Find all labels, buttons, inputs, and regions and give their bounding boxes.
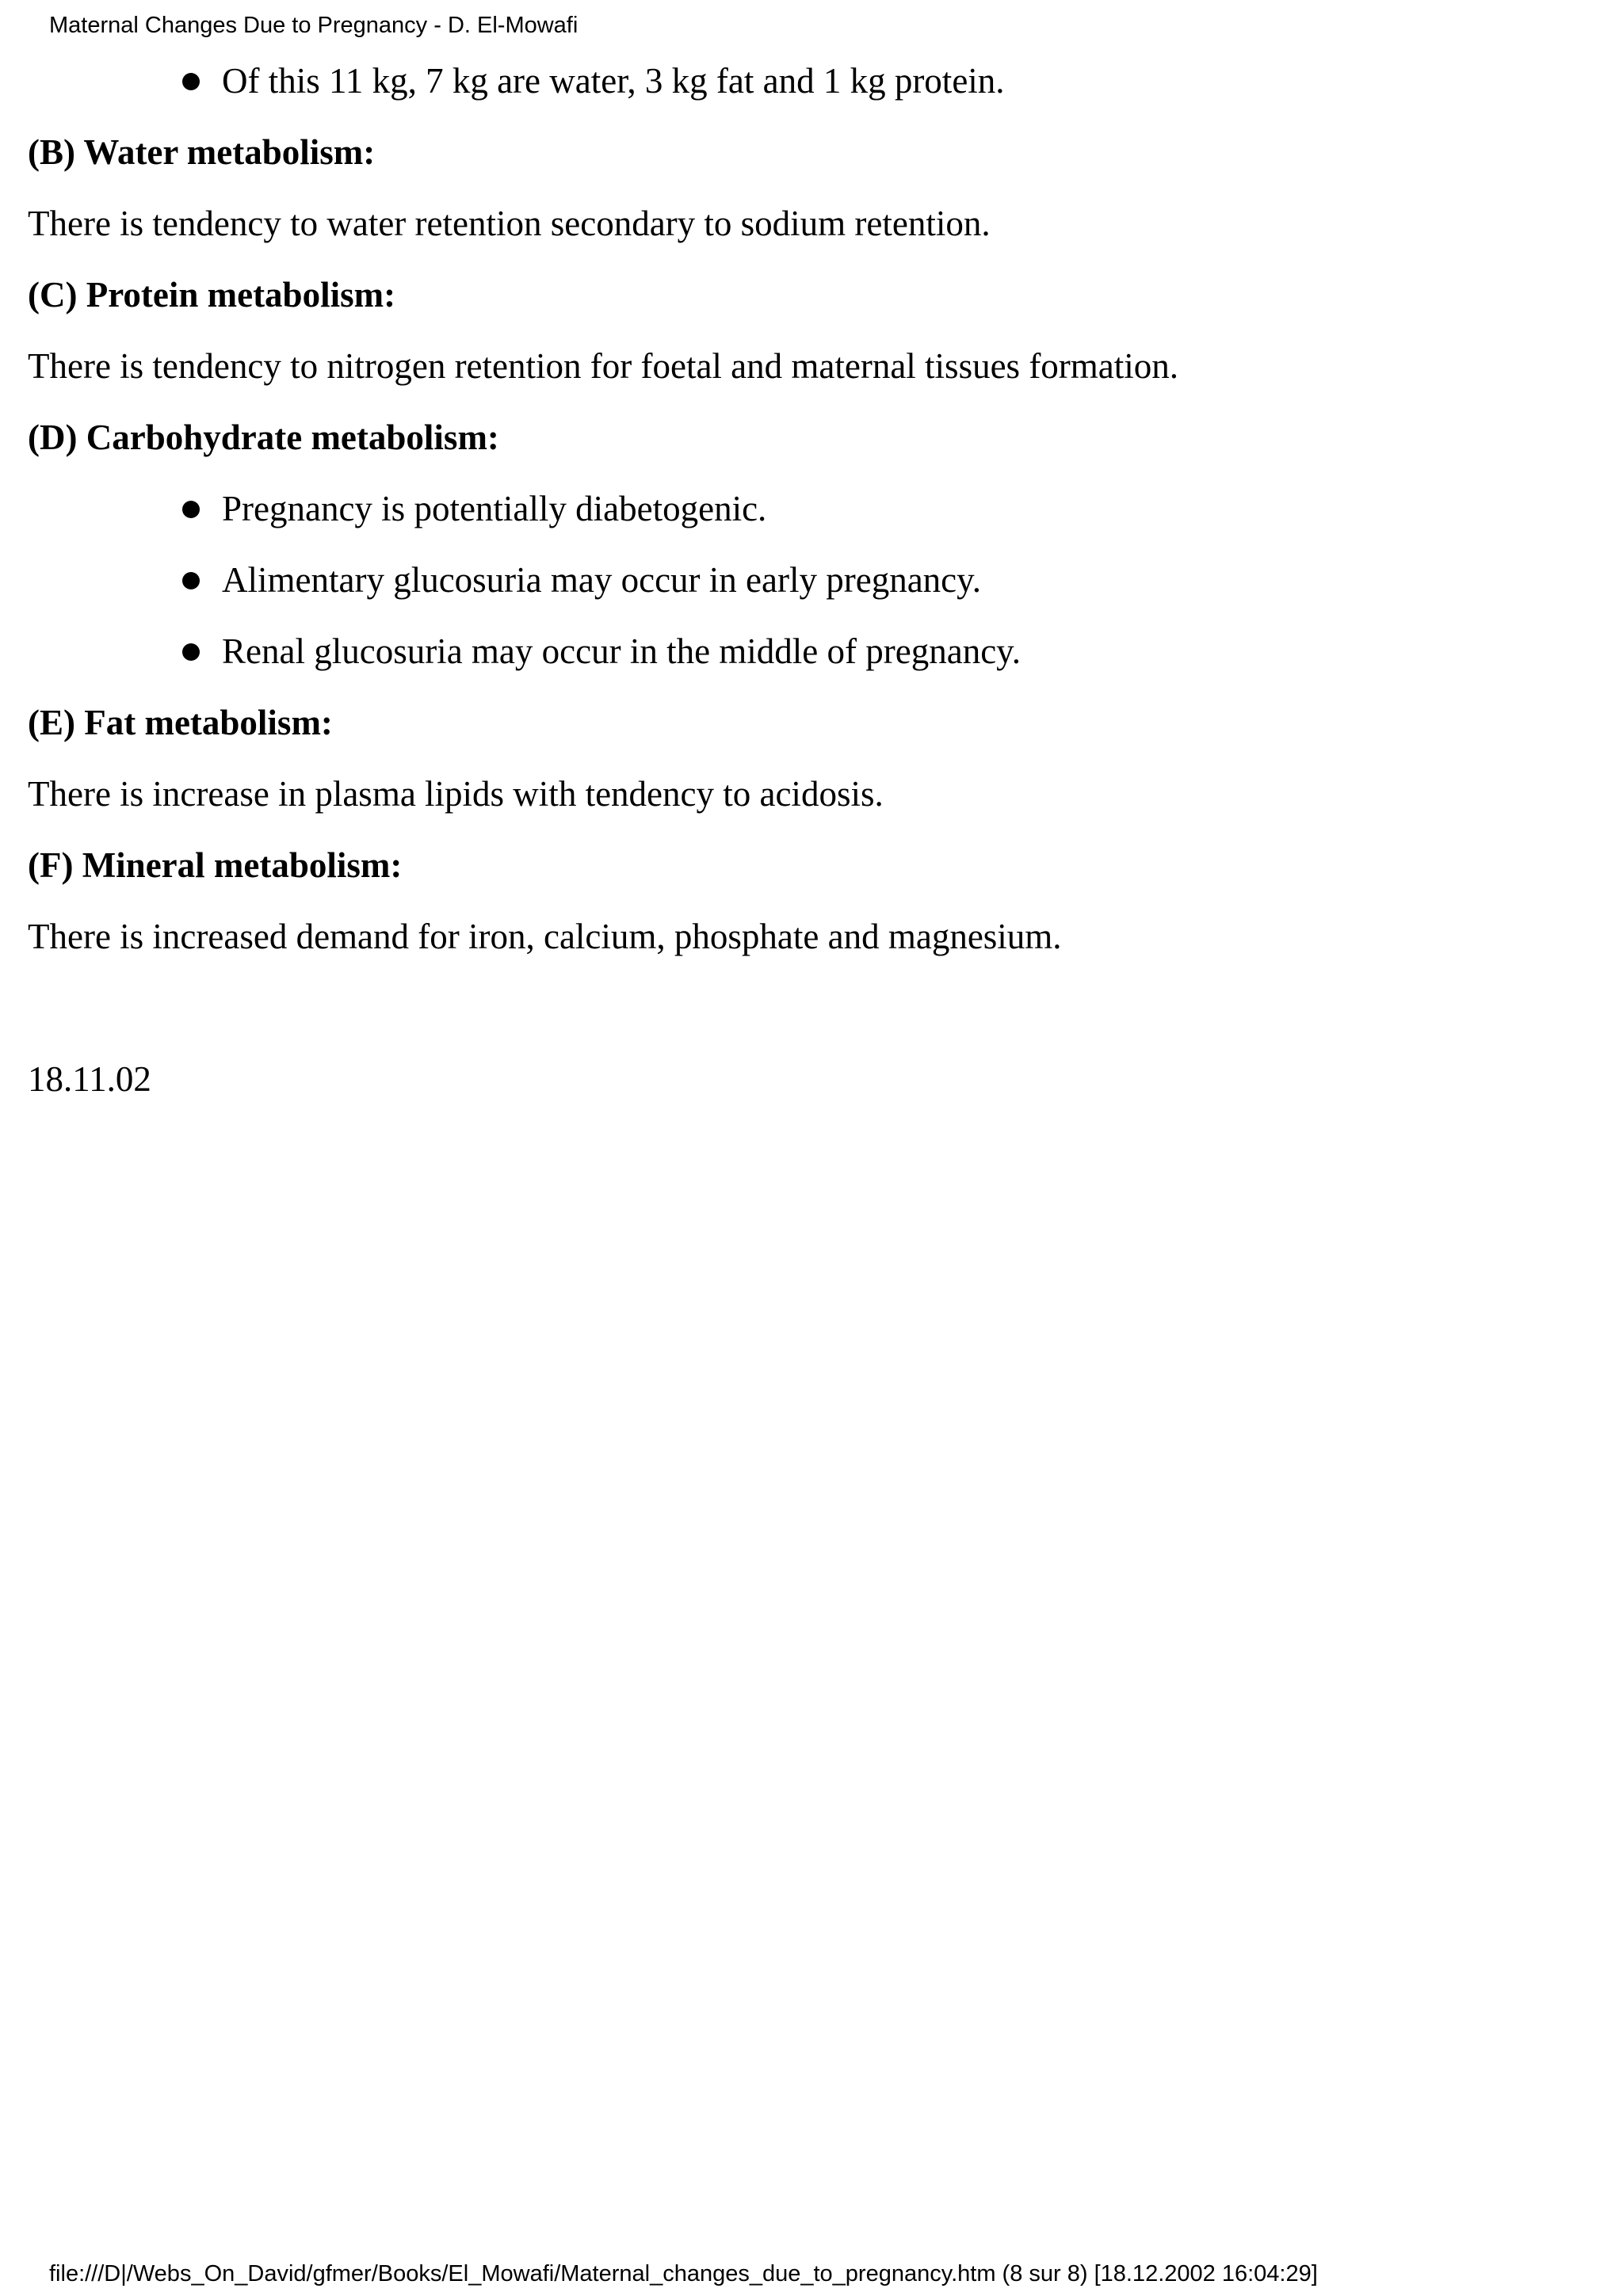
document-date: 18.11.02: [28, 1059, 151, 1099]
print-footer-path: file:///D|/Webs_On_David/gfmer/Books/El_Mowafi/Maternal_changes_due_to_pregnancy.htm (8 sur 8) [18.12.2002 16:04:29]: [49, 2261, 1318, 2286]
section-heading-mineral: (F) Mineral metabolism:: [28, 845, 403, 885]
list-item-text: Alimentary glucosuria may occur in early pregnancy.: [222, 560, 981, 600]
bullet-icon: [182, 501, 200, 518]
section-text-fat: There is increase in plasma lipids with tendency to acidosis.: [28, 774, 884, 814]
section-heading-fat: (E) Fat metabolism:: [28, 703, 333, 742]
section-text-water: There is tendency to water retention secondary to sodium retention.: [28, 204, 991, 243]
bullet-icon: [182, 572, 200, 589]
list-item: [182, 486, 766, 531]
list-item-text: Renal glucosuria may occur in the middle of pregnancy.: [222, 631, 1021, 671]
list-item-text: Of this 11 kg, 7 kg are water, 3 kg fat and 1 kg protein.: [222, 61, 1005, 101]
bullet-icon: [182, 73, 200, 90]
bullet-icon: [182, 643, 200, 661]
list-item-text: Pregnancy is potentially diabetogenic.: [222, 489, 767, 528]
print-header-title: Maternal Changes Due to Pregnancy - D. El-Mowafi: [49, 13, 579, 38]
list-item: [182, 629, 1021, 673]
list-item: [182, 558, 981, 602]
section-heading-water: (B) Water metabolism:: [28, 132, 376, 172]
section-text-protein: There is tendency to nitrogen retention for foetal and maternal tissues formation.: [28, 346, 1179, 386]
section-heading-protein: (C) Protein metabolism:: [28, 275, 396, 315]
list-item: [182, 59, 1005, 103]
section-text-mineral: There is increased demand for iron, calcium, phosphate and magnesium.: [28, 917, 1062, 956]
section-heading-carbohydrate: (D) Carbohydrate metabolism:: [28, 418, 499, 457]
